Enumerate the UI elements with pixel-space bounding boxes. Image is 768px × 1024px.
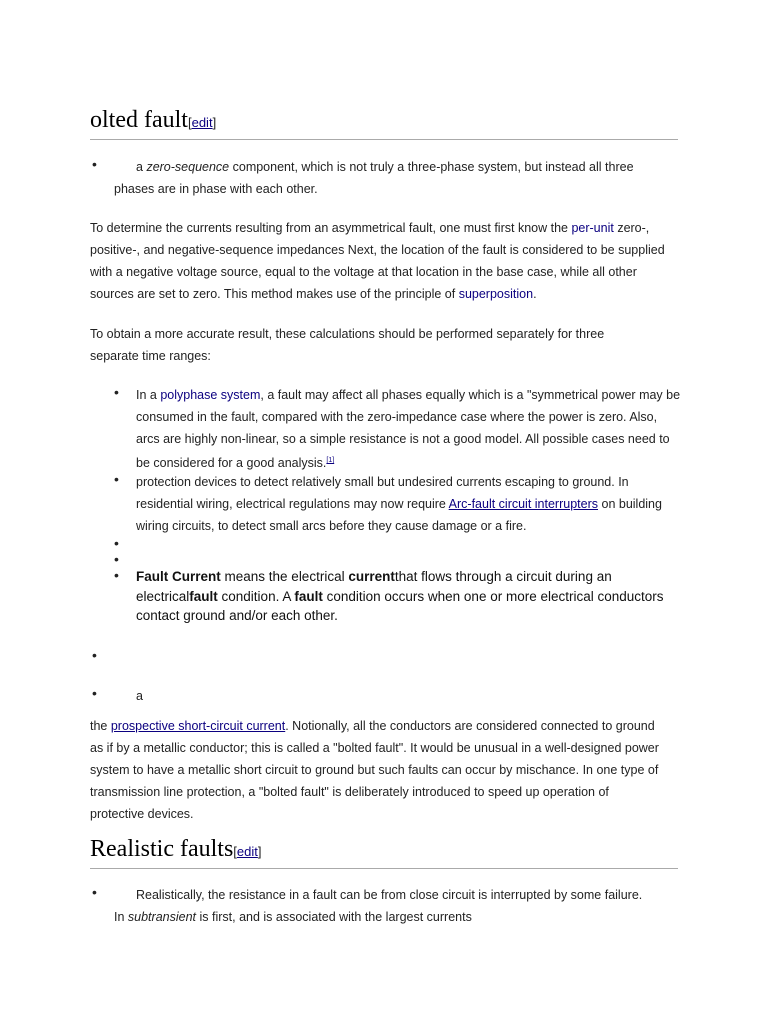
- bullet-marker: •: [114, 567, 119, 583]
- reference-link[interactable]: [1]: [326, 457, 335, 464]
- bullet-text-line2: phases are in phase with each other.: [114, 182, 318, 196]
- arc-fault-interrupters-link[interactable]: Arc-fault circuit interrupters: [448, 497, 599, 511]
- section-heading-realistic-faults: [90, 835, 678, 869]
- section-heading-bolted-fault: [90, 106, 678, 140]
- paragraph-asymmetrical-fault: To determine the currents resulting from an asymmetrical fault, one must first know the per-unit zero-, positive-, and negative-sequence impedances Next, the location of the fault is considered to be supplied with a negative voltage source, equal to the voltage at that location in the base case, while all other sources are set to zero. This method makes use of the principle of superposition.: [90, 221, 665, 301]
- edit-link[interactable]: edit: [236, 844, 258, 859]
- bullet-text-line1: a zero-sequence component, which is not truly a three-phase system, but instead all three: [136, 160, 634, 174]
- list-item-fault-current: Fault Current means the electrical currentthat flows through a circuit during an electricalfault condition. A fault condition occurs when one or more electrical conductors contact ground and/or each other.: [136, 569, 664, 623]
- per-unit-link[interactable]: per-unit: [571, 221, 614, 235]
- empty-list-item: •: [114, 535, 119, 551]
- paragraph-time-ranges: To obtain a more accurate result, these calculations should be performed separately for three separate time ranges:: [90, 327, 605, 363]
- empty-list-item: •: [92, 647, 97, 663]
- list-item-polyphase: In a polyphase system, a fault may affect all phases equally which is a "symmetrical power may be consumed in the fault, compared with the zero-impedance case where the power is zero. Also, arcs are highly non-linear, so a simple resistance is not a good model. All possible cases need to be considered for a good analysis.[1]: [136, 388, 681, 471]
- prospective-short-circuit-link[interactable]: prospective short-circuit current: [110, 719, 286, 733]
- bullet-realistic-line1: Realistically, the resistance in a fault can be from close circuit is interrupted by some failure.: [136, 888, 643, 902]
- edit-section: [edit]: [233, 844, 262, 859]
- heading-text: olted fault: [90, 107, 188, 133]
- polyphase-system-link[interactable]: polyphase system: [160, 388, 261, 402]
- list-item-protection-devices: protection devices to detect relatively small but undesired currents escaping to ground. In residential wiring, electrical regulations may now require Arc-fault circuit interrupters on building wiring circuits, to detect small arcs before they cause damage or a fire.: [136, 475, 662, 533]
- edit-section: [edit]: [187, 115, 217, 130]
- bullet-marker: •: [92, 884, 97, 900]
- bullet-realistic-line2: In subtransient is first, and is associated with the largest currents: [114, 910, 472, 924]
- empty-list-item: •: [114, 551, 119, 567]
- superposition-link[interactable]: superposition: [458, 287, 534, 301]
- bullet-a-text: a: [136, 689, 143, 703]
- bullet-marker: •: [92, 156, 97, 172]
- heading-text: Realistic faults: [90, 836, 234, 862]
- edit-link[interactable]: edit: [191, 115, 213, 130]
- bullet-marker: •: [114, 384, 119, 400]
- bullet-marker: •: [92, 685, 97, 701]
- paragraph-bolted-fault: the prospective short-circuit current. Notionally, all the conductors are considered connected to ground as if by a metallic conductor; this is called a "bolted fault". It would be unusual in a well-designed power system to have a metallic short circuit to ground but such faults can occur by mischance. In one type of transmission line protection, a "bolted fault" is deliberately introduced to speed up operation of protective devices.: [90, 719, 659, 821]
- bullet-marker: •: [114, 471, 119, 487]
